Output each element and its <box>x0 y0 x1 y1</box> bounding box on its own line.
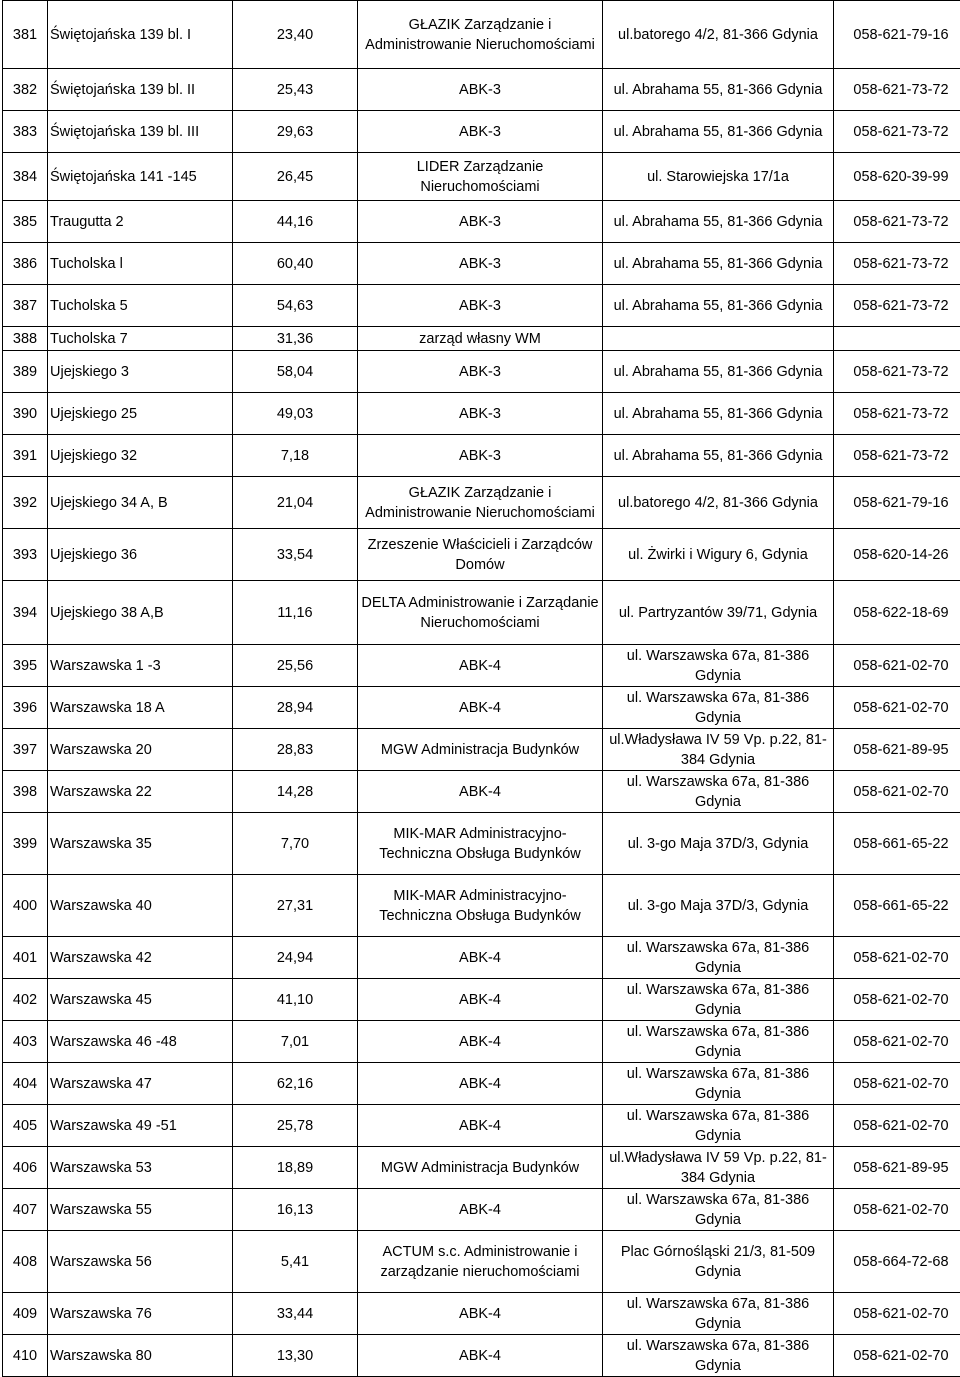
table-row <box>3 393 960 435</box>
row-number: 381 <box>3 1 48 69</box>
phone-number: 058-620-14-26 <box>834 529 960 581</box>
area-value: 7,70 <box>233 813 358 875</box>
table-row <box>3 1105 960 1147</box>
street-address: Warszawska 20 <box>48 729 233 771</box>
table-row <box>3 687 960 729</box>
phone-number: 058-621-02-70 <box>834 937 960 979</box>
manager-name: ABK-4 <box>358 1189 603 1231</box>
row-number: 384 <box>3 153 48 201</box>
manager-name: MIK-MAR Administracyjno-Techniczna Obsługa Budynków <box>358 875 603 937</box>
manager-name: ABK-4 <box>358 979 603 1021</box>
table-row <box>3 875 960 937</box>
manager-address: ul. Abrahama 55, 81-366 Gdynia <box>603 201 834 243</box>
manager-address: Plac Górnośląski 21/3, 81-509 Gdynia <box>603 1231 834 1293</box>
row-number: 383 <box>3 111 48 153</box>
row-number: 408 <box>3 1231 48 1293</box>
street-address: Ujejskiego 25 <box>48 393 233 435</box>
phone-number: 058-621-73-72 <box>834 243 960 285</box>
phone-number: 058-621-73-72 <box>834 111 960 153</box>
manager-name: GŁAZIK Zarządzanie i Administrowanie Nieruchomościami <box>358 1 603 69</box>
manager-address: ul. Warszawska 67a, 81-386 Gdynia <box>603 1063 834 1105</box>
street-address: Warszawska 22 <box>48 771 233 813</box>
street-address: Tucholska 7 <box>48 327 233 351</box>
manager-address: ul. Warszawska 67a, 81-386 Gdynia <box>603 1335 834 1377</box>
manager-name: ABK-3 <box>358 285 603 327</box>
street-address: Warszawska 40 <box>48 875 233 937</box>
row-number: 395 <box>3 645 48 687</box>
table-row <box>3 477 960 529</box>
manager-address: ul. Starowiejska 17/1a <box>603 153 834 201</box>
phone-number: 058-621-79-16 <box>834 1 960 69</box>
manager-address: ul. Abrahama 55, 81-366 Gdynia <box>603 285 834 327</box>
table-row <box>3 1021 960 1063</box>
row-number: 387 <box>3 285 48 327</box>
row-number: 389 <box>3 351 48 393</box>
manager-name: ABK-3 <box>358 69 603 111</box>
manager-name: Zrzeszenie Właścicieli i Zarządców Domów <box>358 529 603 581</box>
area-value: 7,18 <box>233 435 358 477</box>
manager-address: ul. Abrahama 55, 81-366 Gdynia <box>603 393 834 435</box>
row-number: 393 <box>3 529 48 581</box>
street-address: Świętojańska 139 bl. III <box>48 111 233 153</box>
area-value: 25,78 <box>233 1105 358 1147</box>
manager-name: ABK-4 <box>358 1063 603 1105</box>
phone-number: 058-621-02-70 <box>834 1189 960 1231</box>
phone-number: 058-621-73-72 <box>834 435 960 477</box>
row-number: 406 <box>3 1147 48 1189</box>
row-number: 391 <box>3 435 48 477</box>
manager-address: ul. Warszawska 67a, 81-386 Gdynia <box>603 979 834 1021</box>
row-number: 398 <box>3 771 48 813</box>
manager-address: ul. Warszawska 67a, 81-386 Gdynia <box>603 771 834 813</box>
manager-name: MGW Administracja Budynków <box>358 1147 603 1189</box>
street-address: Warszawska 47 <box>48 1063 233 1105</box>
manager-name: ABK-4 <box>358 1335 603 1377</box>
table-row <box>3 1147 960 1189</box>
street-address: Ujejskiego 32 <box>48 435 233 477</box>
street-address: Warszawska 49 -51 <box>48 1105 233 1147</box>
row-number: 397 <box>3 729 48 771</box>
manager-address: ul. Warszawska 67a, 81-386 Gdynia <box>603 687 834 729</box>
area-value: 31,36 <box>233 327 358 351</box>
street-address: Warszawska 53 <box>48 1147 233 1189</box>
street-address: Warszawska 35 <box>48 813 233 875</box>
table-row <box>3 1335 960 1377</box>
area-value: 41,10 <box>233 979 358 1021</box>
phone-number: 058-664-72-68 <box>834 1231 960 1293</box>
phone-number: 058-661-65-22 <box>834 813 960 875</box>
row-number: 407 <box>3 1189 48 1231</box>
table-row <box>3 69 960 111</box>
manager-address: ul. 3-go Maja 37D/3, Gdynia <box>603 813 834 875</box>
row-number: 392 <box>3 477 48 529</box>
street-address: Warszawska 18 A <box>48 687 233 729</box>
area-value: 11,16 <box>233 581 358 645</box>
manager-name: MIK-MAR Administracyjno-Techniczna Obsługa Budynków <box>358 813 603 875</box>
manager-name: ABK-4 <box>358 771 603 813</box>
manager-address: ul. Żwirki i Wigury 6, Gdynia <box>603 529 834 581</box>
area-value: 28,83 <box>233 729 358 771</box>
phone-number: 058-621-89-95 <box>834 729 960 771</box>
manager-name: ABK-4 <box>358 645 603 687</box>
phone-number: 058-621-02-70 <box>834 687 960 729</box>
area-value: 14,28 <box>233 771 358 813</box>
area-value: 49,03 <box>233 393 358 435</box>
street-address: Świętojańska 139 bl. II <box>48 69 233 111</box>
manager-address: ul.Władysława IV 59 Vp. p.22, 81-384 Gdynia <box>603 1147 834 1189</box>
manager-address: ul. Warszawska 67a, 81-386 Gdynia <box>603 937 834 979</box>
area-value: 25,56 <box>233 645 358 687</box>
phone-number: 058-621-02-70 <box>834 645 960 687</box>
area-value: 21,04 <box>233 477 358 529</box>
row-number: 396 <box>3 687 48 729</box>
manager-name: ABK-3 <box>358 111 603 153</box>
street-address: Świętojańska 139 bl. I <box>48 1 233 69</box>
manager-name: GŁAZIK Zarządzanie i Administrowanie Nieruchomościami <box>358 477 603 529</box>
manager-address: ul.Władysława IV 59 Vp. p.22, 81-384 Gdynia <box>603 729 834 771</box>
phone-number: 058-620-39-99 <box>834 153 960 201</box>
manager-address: ul. Warszawska 67a, 81-386 Gdynia <box>603 1293 834 1335</box>
area-value: 29,63 <box>233 111 358 153</box>
table-row <box>3 1063 960 1105</box>
area-value: 16,13 <box>233 1189 358 1231</box>
table-row <box>3 153 960 201</box>
phone-number: 058-621-02-70 <box>834 1063 960 1105</box>
table-row <box>3 1231 960 1293</box>
street-address: Warszawska 55 <box>48 1189 233 1231</box>
row-number: 409 <box>3 1293 48 1335</box>
area-value: 60,40 <box>233 243 358 285</box>
area-value: 5,41 <box>233 1231 358 1293</box>
phone-number: 058-621-02-70 <box>834 979 960 1021</box>
table-row <box>3 435 960 477</box>
street-address: Ujejskiego 34 A, B <box>48 477 233 529</box>
table-row <box>3 327 960 351</box>
table-row <box>3 645 960 687</box>
property-table <box>2 0 960 1377</box>
row-number: 404 <box>3 1063 48 1105</box>
table-row <box>3 979 960 1021</box>
manager-name: MGW Administracja Budynków <box>358 729 603 771</box>
street-address: Świętojańska 141 -145 <box>48 153 233 201</box>
phone-number <box>834 327 960 351</box>
manager-address: ul. Warszawska 67a, 81-386 Gdynia <box>603 1021 834 1063</box>
manager-name: ABK-3 <box>358 435 603 477</box>
manager-address: ul.batorego 4/2, 81-366 Gdynia <box>603 477 834 529</box>
area-value: 27,31 <box>233 875 358 937</box>
table-row <box>3 529 960 581</box>
street-address: Warszawska 80 <box>48 1335 233 1377</box>
manager-name: ABK-3 <box>358 201 603 243</box>
phone-number: 058-621-73-72 <box>834 285 960 327</box>
manager-name: ABK-3 <box>358 243 603 285</box>
street-address: Warszawska 56 <box>48 1231 233 1293</box>
row-number: 394 <box>3 581 48 645</box>
area-value: 7,01 <box>233 1021 358 1063</box>
row-number: 390 <box>3 393 48 435</box>
phone-number: 058-621-02-70 <box>834 1293 960 1335</box>
manager-name: LIDER Zarządzanie Nieruchomościami <box>358 153 603 201</box>
row-number: 410 <box>3 1335 48 1377</box>
area-value: 28,94 <box>233 687 358 729</box>
street-address: Tucholska 5 <box>48 285 233 327</box>
phone-number: 058-621-02-70 <box>834 771 960 813</box>
phone-number: 058-621-02-70 <box>834 1335 960 1377</box>
table-row <box>3 1189 960 1231</box>
manager-name: ABK-4 <box>358 1105 603 1147</box>
manager-name: ABK-3 <box>358 351 603 393</box>
row-number: 405 <box>3 1105 48 1147</box>
area-value: 13,30 <box>233 1335 358 1377</box>
table-row <box>3 937 960 979</box>
manager-address: ul. Abrahama 55, 81-366 Gdynia <box>603 111 834 153</box>
table-row <box>3 729 960 771</box>
manager-name: DELTA Administrowanie i Zarządanie Nieruchomościami <box>358 581 603 645</box>
row-number: 399 <box>3 813 48 875</box>
table-row <box>3 1293 960 1335</box>
street-address: Warszawska 45 <box>48 979 233 1021</box>
phone-number: 058-621-89-95 <box>834 1147 960 1189</box>
phone-number: 058-622-18-69 <box>834 581 960 645</box>
phone-number: 058-621-02-70 <box>834 1105 960 1147</box>
street-address: Warszawska 76 <box>48 1293 233 1335</box>
table-row <box>3 285 960 327</box>
row-number: 402 <box>3 979 48 1021</box>
table-row <box>3 243 960 285</box>
area-value: 58,04 <box>233 351 358 393</box>
manager-address: ul. Abrahama 55, 81-366 Gdynia <box>603 435 834 477</box>
phone-number: 058-621-73-72 <box>834 393 960 435</box>
phone-number: 058-621-73-72 <box>834 69 960 111</box>
row-number: 403 <box>3 1021 48 1063</box>
manager-address <box>603 327 834 351</box>
area-value: 18,89 <box>233 1147 358 1189</box>
manager-name: ACTUM s.c. Administrowanie i zarządzanie nieruchomościami <box>358 1231 603 1293</box>
manager-name: ABK-4 <box>358 1021 603 1063</box>
phone-number: 058-621-02-70 <box>834 1021 960 1063</box>
table-row <box>3 201 960 243</box>
area-value: 44,16 <box>233 201 358 243</box>
manager-name: ABK-3 <box>358 393 603 435</box>
street-address: Traugutta 2 <box>48 201 233 243</box>
table-row <box>3 351 960 393</box>
row-number: 385 <box>3 201 48 243</box>
manager-name: ABK-4 <box>358 937 603 979</box>
row-number: 382 <box>3 69 48 111</box>
table-row <box>3 813 960 875</box>
table-row <box>3 581 960 645</box>
area-value: 23,40 <box>233 1 358 69</box>
manager-address: ul. Warszawska 67a, 81-386 Gdynia <box>603 1105 834 1147</box>
manager-address: ul. Abrahama 55, 81-366 Gdynia <box>603 69 834 111</box>
phone-number: 058-621-73-72 <box>834 201 960 243</box>
area-value: 26,45 <box>233 153 358 201</box>
area-value: 25,43 <box>233 69 358 111</box>
manager-address: ul. 3-go Maja 37D/3, Gdynia <box>603 875 834 937</box>
manager-address: ul.batorego 4/2, 81-366 Gdynia <box>603 1 834 69</box>
street-address: Ujejskiego 3 <box>48 351 233 393</box>
row-number: 386 <box>3 243 48 285</box>
area-value: 62,16 <box>233 1063 358 1105</box>
table-row <box>3 1 960 69</box>
street-address: Warszawska 46 -48 <box>48 1021 233 1063</box>
area-value: 33,44 <box>233 1293 358 1335</box>
table-row <box>3 771 960 813</box>
manager-name: ABK-4 <box>358 1293 603 1335</box>
phone-number: 058-621-73-72 <box>834 351 960 393</box>
street-address: Ujejskiego 38 A,B <box>48 581 233 645</box>
row-number: 401 <box>3 937 48 979</box>
row-number: 388 <box>3 327 48 351</box>
manager-name: ABK-4 <box>358 687 603 729</box>
street-address: Warszawska 42 <box>48 937 233 979</box>
phone-number: 058-661-65-22 <box>834 875 960 937</box>
manager-address: ul. Partryzantów 39/71, Gdynia <box>603 581 834 645</box>
table-row <box>3 111 960 153</box>
street-address: Tucholska l <box>48 243 233 285</box>
phone-number: 058-621-79-16 <box>834 477 960 529</box>
area-value: 54,63 <box>233 285 358 327</box>
area-value: 24,94 <box>233 937 358 979</box>
area-value: 33,54 <box>233 529 358 581</box>
row-number: 400 <box>3 875 48 937</box>
street-address: Warszawska 1 -3 <box>48 645 233 687</box>
manager-address: ul. Warszawska 67a, 81-386 Gdynia <box>603 1189 834 1231</box>
manager-address: ul. Abrahama 55, 81-366 Gdynia <box>603 351 834 393</box>
manager-address: ul. Warszawska 67a, 81-386 Gdynia <box>603 645 834 687</box>
manager-name: zarząd własny WM <box>358 327 603 351</box>
street-address: Ujejskiego 36 <box>48 529 233 581</box>
manager-address: ul. Abrahama 55, 81-366 Gdynia <box>603 243 834 285</box>
